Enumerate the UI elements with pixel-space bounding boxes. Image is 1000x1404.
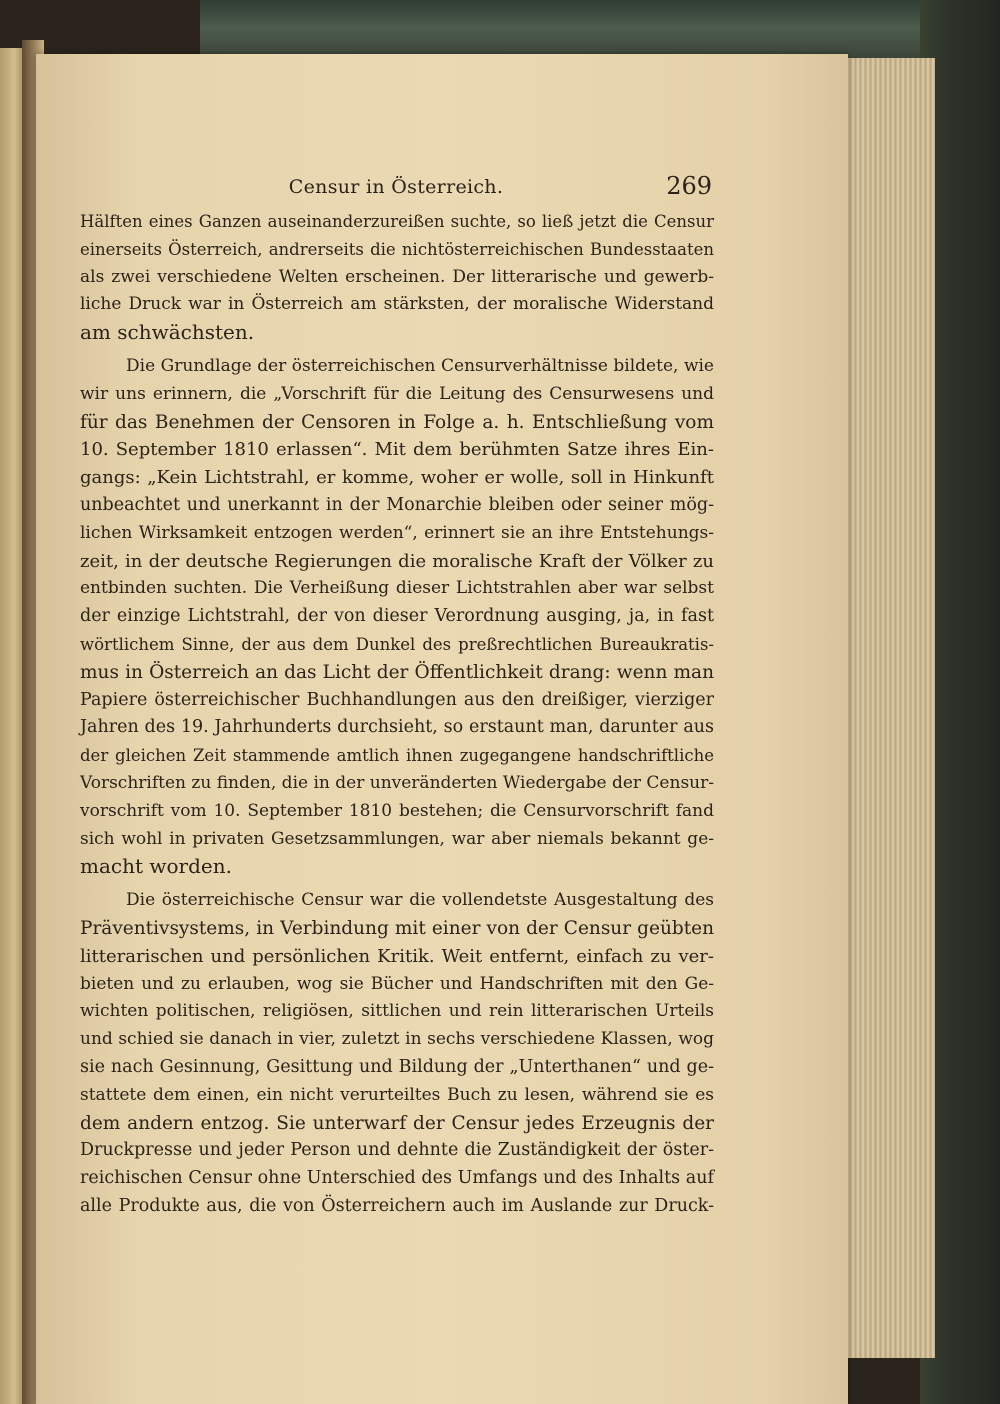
text-line: wörtlichem Sinne, der aus dem Dunkel des preßrechtlichen Bureaukratis- [80,634,714,654]
text-line: mus in Österreich an das Licht der Öffentlichkeit drang: wenn man [80,661,714,683]
text-line: liche Druck war in Österreich am stärksten, der moralische Widerstand [80,294,714,315]
text-line: lichen Wirksamkeit entzogen werden“, erinnert sie an ihre Entstehungs- [80,522,714,543]
paragraph-2 [80,353,714,881]
text-line: wir uns erinnern, die „Vorschrift für die Leitung des Censurwesens und [80,383,714,404]
text-line: als zwei verschiedene Welten erscheinen. Der litterarische und gewerb- [80,266,714,287]
text-line: Vorschriften zu finden, die in der unveränderten Wiedergabe der Censur- [80,772,714,793]
text-line: vorschrift vom 10. September 1810 bestehen; die Censurvorschrift fand [80,800,714,821]
text-line: unbeachtet und unerkannt in der Monarchie bleiben oder seiner mög- [80,494,714,515]
text-line: stattete dem einen, ein nicht verurteiltes Buch zu lesen, während sie es [80,1084,714,1105]
text-line: am schwächsten. [80,320,255,345]
text-line: Die Grundlage der österreichischen Censurverhältnisse bildete, wie [126,355,714,376]
text-line: zeit, in der deutsche Regierungen die moralische Kraft der Völker zu [80,550,714,572]
text-line: dem andern entzog. Sie unterwarf der Censur jedes Erzeugnis der [80,1112,714,1134]
text-line: wichten politischen, religiösen, sittlichen und rein litterarischen Urteils [80,1001,714,1022]
text-line: für das Benehmen der Censoren in Folge a. h. Entschließung vom [80,411,714,433]
text-line: Präventivsystems, in Verbindung mit einer von der Censur geübten [80,917,714,939]
text-line: und schied sie danach in vier, zuletzt in sechs verschiedene Klassen, wog [80,1029,714,1050]
page-header [80,170,712,206]
text-line: einerseits Österreich, andrerseits die nichtösterreichischen Bundesstaaten [80,239,714,259]
text-line: entbinden suchten. Die Verheißung dieser Lichtstrahlen aber war selbst [80,578,714,599]
paragraph-3 [80,887,714,1221]
page-number: 269 [666,172,712,200]
text-line: Jahren des 19. Jahrhunderts durchsieht, so erstaunt man, darunter aus [80,717,714,738]
text-line: macht worden. [80,854,232,879]
text-line: Druckpresse und jeder Person und dehnte die Zuständigkeit der öster- [80,1140,714,1161]
text-line: der gleichen Zeit stammende amtlich ihnen zugegangene handschriftliche [80,746,714,766]
text-line: 10. September 1810 erlassen“. Mit dem berühmten Satze ihres Ein- [80,439,714,461]
text-line: reichischen Censur ohne Unterschied des Umfangs und des Inhalts auf [80,1168,714,1189]
text-line: der einzige Lichtstrahl, der von dieser Verordnung ausging, ja, in fast [80,606,714,627]
text-line: sich wohl in privaten Gesetzsammlungen, war aber niemals bekannt ge- [80,828,714,849]
text-line: Hälften eines Ganzen auseinanderzureißen suchte, so ließ jetzt die Censur [80,212,714,231]
paragraph-1 [80,208,714,347]
text-line: alle Produkte aus, die von Österreichern auch im Auslande zur Druck- [80,1195,714,1216]
book-cover-top [200,0,1000,62]
text-line: Papiere österreichischer Buchhandlungen aus den dreißiger, vierziger [80,689,714,710]
text-line: Die österreichische Censur war die vollendetste Ausgestaltung des [126,890,714,911]
running-head: Censur in Österreich. [288,176,504,198]
text-line: sie nach Gesinnung, Gesittung und Bildung der „Unterthanen“ und ge- [80,1056,714,1077]
text-line: litterarischen und persönlichen Kritik. Weit entfernt, einfach zu ver- [80,945,714,967]
body-text [80,208,714,1221]
text-line: bieten und zu erlauben, wog sie Bücher und Handschriften mit den Ge- [80,973,714,994]
text-line: gangs: „Kein Lichtstrahl, er komme, woher er wolle, soll in Hinkunft [80,467,714,489]
